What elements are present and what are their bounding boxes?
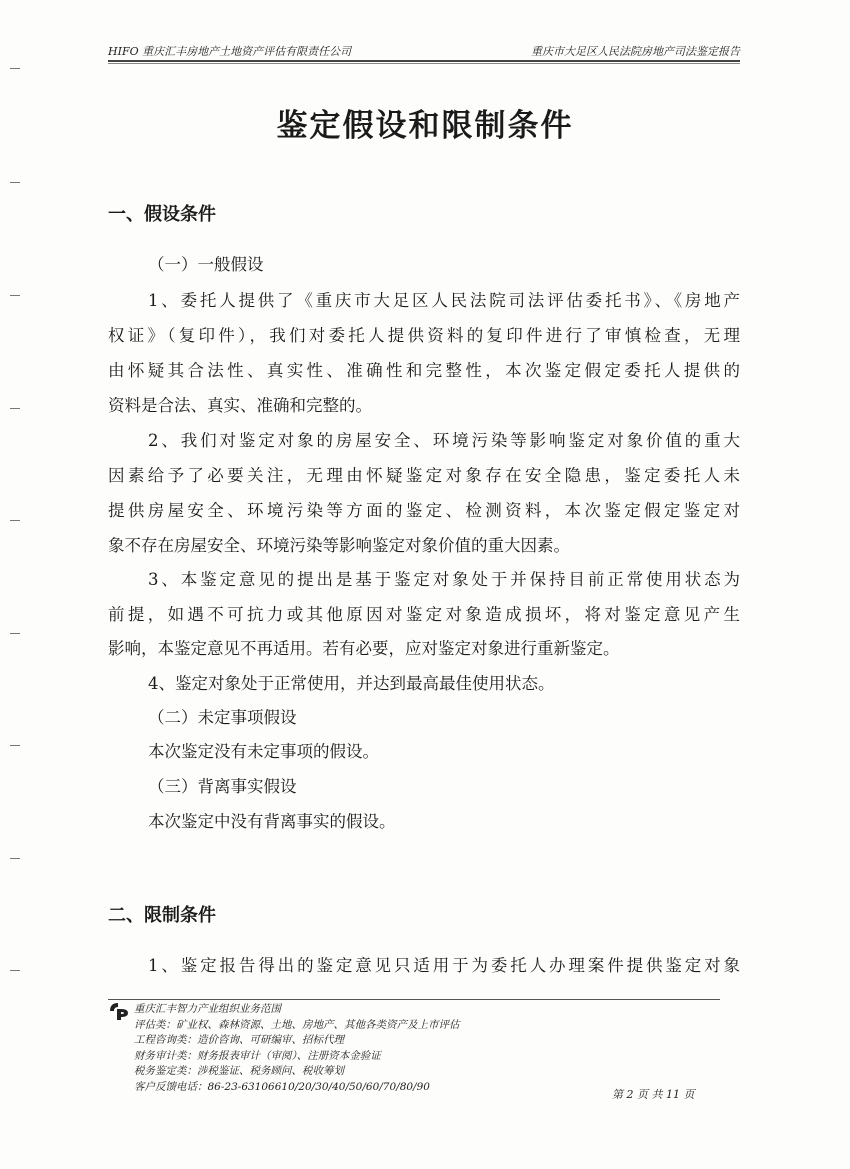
header-company: HIFO 重庆汇丰房地产土地资产评估有限责任公司 (108, 45, 352, 58)
paragraph-line: 1、委托人提供了《重庆市大足区人民法院司法评估委托书》、《房地产 (148, 291, 740, 310)
section-heading-assumptions: 一、假设条件 (108, 204, 216, 225)
margin-mark (10, 858, 20, 859)
paragraph-line: 1、鉴定报告得出的鉴定意见只适用于为委托人办理案件提供鉴定对象 (148, 956, 740, 975)
subheading-contrary-assumptions: （三）背离事实假设 (148, 777, 297, 796)
header-rule (108, 60, 740, 62)
paragraph-line: 2、我们对鉴定对象的房屋安全、环境污染等影响鉴定对象价值的重大 (148, 431, 740, 450)
margin-mark (10, 633, 20, 634)
paragraph-line: 权证》（复印件），我们对委托人提供资料的复印件进行了审慎检查，无理 (108, 326, 740, 345)
margin-mark (10, 408, 20, 409)
paragraph-line: 由怀疑其合法性、真实性、准确性和完整性，本次鉴定假定委托人提供的 (108, 361, 740, 380)
page-title: 鉴定假设和限制条件 (276, 108, 574, 144)
paragraph-line: 象不存在房屋安全、环境污染等影响鉴定对象价值的重大因素。 (108, 536, 570, 555)
page-number: 第 2 页 共 11 页 (612, 1088, 695, 1101)
margin-mark (10, 295, 20, 296)
margin-mark (10, 68, 20, 69)
margin-mark (10, 520, 20, 521)
footer-line: 财务审计类：财务报表审计（审阅）、注册资本金验证 (134, 1049, 381, 1062)
paragraph-line: 资料是合法、真实、准确和完整的。 (108, 396, 372, 415)
paragraph-line: 提供房屋安全、环境污染等方面的鉴定、检测资料，本次鉴定假定鉴定对 (108, 501, 740, 520)
footer-line: 工程咨询类：造价咨询、可研编审、招标代理 (134, 1034, 344, 1046)
paragraph-line: 本次鉴定没有未定事项的假设。 (148, 742, 379, 761)
paragraph-line: 前提，如遇不可抗力或其他原因对鉴定对象造成损坏，将对鉴定意见产生 (108, 605, 740, 624)
margin-mark (10, 970, 20, 971)
footer-line: 评估类：矿业权、森林资源、土地、房地产、其他各类资产及上市评估 (134, 1018, 460, 1031)
header-rule (108, 63, 740, 64)
paragraph-line: 3、本鉴定意见的提出是基于鉴定对象处于并保持目前正常使用状态为 (148, 570, 740, 589)
margin-mark (10, 182, 20, 183)
subheading-undetermined-assumptions: （二）未定事项假设 (148, 708, 297, 727)
section-heading-limitations: 二、限制条件 (108, 905, 216, 926)
running-header (108, 42, 740, 60)
company-logo-icon (108, 1001, 130, 1021)
margin-mark (10, 745, 20, 746)
subheading-general-assumptions: （一）一般假设 (148, 255, 264, 274)
paragraph-line: 本次鉴定中没有背离事实的假设。 (148, 812, 396, 831)
header-report-name: 重庆市大足区人民法院房地产司法鉴定报告 (531, 45, 740, 58)
footer-rule (108, 999, 720, 1000)
footer-line: 客户反馈电话：86-23-63106610/20/30/40/50/60/70/80/90 (134, 1080, 430, 1093)
footer-business-scope (134, 1002, 460, 1095)
paragraph-line: 4、鉴定对象处于正常使用，并达到最高最佳使用状态。 (148, 674, 555, 693)
footer-line: 税务鉴定类：涉税鉴证、税务顾问、税收筹划 (134, 1065, 344, 1077)
paragraph-line: 影响，本鉴定意见不再适用。若有必要，应对鉴定对象进行重新鉴定。 (108, 639, 620, 658)
footer-line: 重庆汇丰智力产业组织业务范围 (134, 1003, 281, 1015)
paragraph-line: 因素给予了必要关注，无理由怀疑鉴定对象存在安全隐患，鉴定委托人未 (108, 466, 740, 485)
